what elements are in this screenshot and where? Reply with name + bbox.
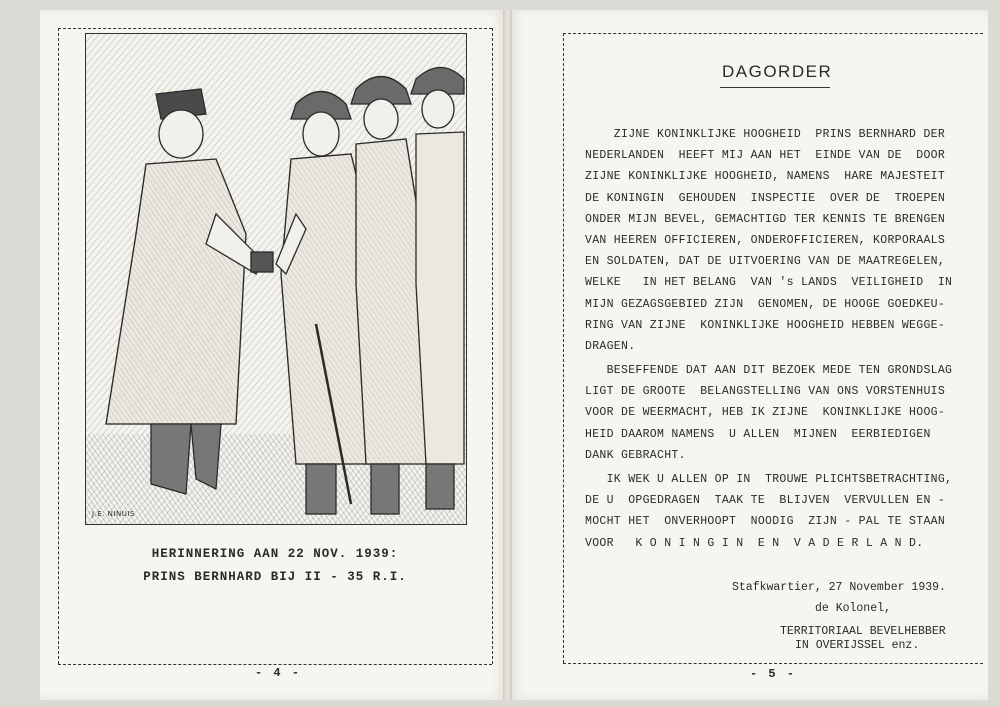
soldier-figures [276, 68, 464, 515]
page-number-right: - 5 - [750, 667, 797, 681]
left-frame-top [58, 28, 492, 29]
right-frame-top [563, 33, 983, 34]
paragraph-1: ZIJNE KONINKLIJKE HOOGHEID PRINS BERNHARD DER NEDERLANDEN HEEFT MIJ AAN HET EINDE VAN DE DOOR ZIJNE KONINKLIJKE HOOGHEID, NAMENS HARE MAJESTEIT DE KONINGIN GEHOUDEN INSPECTIE OVER DE TROEPEN ONDER MIJN BEVEL, GEMACHTIGD TER KENNIS TE BRENGEN VAN HEEREN OFFICIEREN, ONDEROFFICIEREN, KORPORAALS EN SOLDATEN, DAT DE UITVOERING VAN DE MAATREGELEN, WELKE IN HET BELANG VAN 's LANDS VEILIGHEID IN MIJN GEZAGSGEBIED ZIJN GENOMEN, DE HOOGE GOEDKEU- RING VAN ZIJNE KONINKLIJKE HOOGHEID HEBBEN WEGGE- DRAGEN. [585, 128, 953, 354]
title-underline [720, 87, 830, 88]
paragraph-2: BESEFFENDE DAT AAN DIT BEZOEK MEDE TEN GRONDSLAG LIGT DE GROOTE BELANGSTELLING VAN ONS VORSTENHUIS VOOR DE WEERMACHT, HEB IK ZIJNE KONINKLIJKE HOOG- HEID DAAROM NAMENS U ALLEN MIJNEN EERBIEDIGEN DANK GEBRACHT. [585, 364, 953, 462]
handshake-illustration [85, 33, 467, 525]
artist-signature: J.E. NINUIS [92, 510, 135, 518]
signatory-function-2: IN OVERIJSSEL enz. [795, 639, 920, 652]
illustration-drawing [86, 34, 466, 524]
left-frame-bottom [58, 664, 492, 665]
left-frame-right [492, 28, 493, 664]
left-frame-left [58, 28, 59, 664]
page-number-left: - 4 - [255, 666, 302, 680]
page-title: DAGORDER [722, 62, 833, 81]
booklet-spine [503, 10, 512, 700]
caption-line-1: HERINNERING AAN 22 NOV. 1939: [151, 547, 399, 561]
place-date: Stafkwartier, 27 November 1939. [732, 581, 946, 594]
signatory-function-1: TERRITORIAAL BEVELHEBBER [780, 625, 946, 638]
paragraph-3: IK WEK U ALLEN OP IN TROUWE PLICHTSBETRACHTING, DE U OPGEDRAGEN TAAK TE BLIJVEN VERVULLEN EN - MOCHT HET ONVERHOOPT NOODIG ZIJN - PAL TE STAAN VOOR K O N I N G I N E N V A D E R L A N D. [585, 473, 953, 550]
signatory-rank: de Kolonel, [815, 602, 891, 615]
right-frame-left [563, 33, 564, 663]
right-frame-bottom [563, 663, 983, 664]
caption-line-2: PRINS BERNHARD BIJ II - 35 R.I. [143, 570, 407, 584]
